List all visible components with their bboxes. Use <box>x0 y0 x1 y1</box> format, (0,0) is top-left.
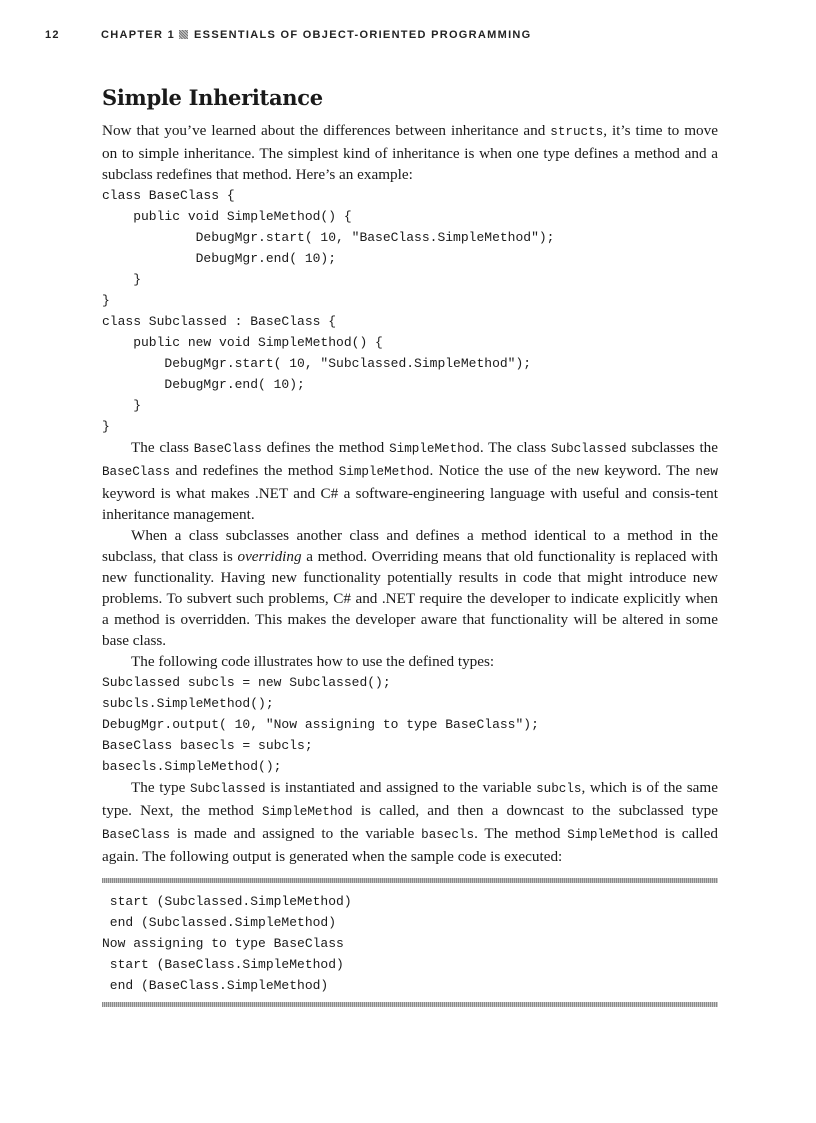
text-run: When a class subclasses another class and defines a method identical to a method in the subclass, that class is <box>102 527 718 565</box>
inline-code: SimpleMethod <box>389 442 480 456</box>
inline-code: basecls <box>421 828 475 842</box>
explanation-paragraph <box>102 437 718 525</box>
code-listing-subclassed: class Subclassed : BaseClass { public new void SimpleMethod() { DebugMgr.start( 10, "Subclassed.SimpleMethod"); DebugMgr.end( 10); } } <box>102 314 532 434</box>
inline-code: BaseClass <box>102 465 171 479</box>
code-listing-usage: Subclassed subcls = new Subclassed(); subcls.SimpleMethod(); DebugMgr.output( 10, "Now assigning to type BaseClass"); BaseClass basecls = subcls; basecls.SimpleMethod(); <box>102 675 539 774</box>
text-run: subclasses the <box>626 439 719 456</box>
chapter-number: CHAPTER 1 <box>101 29 176 41</box>
output-bottom-rule <box>102 1002 718 1007</box>
text-run: . The method <box>474 825 568 842</box>
text-run: defines the method <box>261 439 390 456</box>
inline-code: SimpleMethod <box>338 465 430 479</box>
inline-code: subcls <box>536 782 582 796</box>
running-header <box>0 29 816 45</box>
text-run: , which is of the same type. Next, the method <box>102 779 718 819</box>
text-run: is instantiated and assigned to the variable <box>265 779 537 796</box>
text-run: a method. Overriding means that old functionality is replaced with new functionality. Having new functionality potentially results in code that might introduce new problems. To subvert such problems, C# and .NET require the developer to indicate explicitly when a method is overridden. This makes the developer aware that functionality will be altered in some base class. <box>102 548 718 649</box>
text-run: The class <box>131 439 194 456</box>
inline-code: structs <box>550 125 604 139</box>
inline-code: BaseClass <box>102 828 171 842</box>
emphasis-term: overriding <box>237 548 302 565</box>
text-run: , it’s time to move on to simple inheritance. The simplest kind of inheritance is when one type defines a method and a subclass redefines that method. Here’s an example: <box>102 122 718 183</box>
inline-code: new <box>576 465 599 479</box>
code-listing-baseclass: class BaseClass { public void SimpleMethod() { DebugMgr.start( 10, "BaseClass.SimpleMethod"); DebugMgr.end( 10); } } <box>102 188 555 308</box>
text-run: is called, and then a downcast to the subclassed type <box>352 802 718 819</box>
intro-paragraph <box>102 120 718 185</box>
inline-code: Subclassed <box>189 782 266 796</box>
chapter-title: ESSENTIALS OF OBJECT-ORIENTED PROGRAMMING <box>194 29 532 41</box>
text-run: and redefines the method <box>170 462 339 479</box>
text-run: is called again. The following output is generated when the sample code is executed: <box>102 825 718 865</box>
output-top-rule <box>102 878 718 883</box>
text-run: Now that you’ve learned about the differences between inheritance and <box>102 122 551 139</box>
inline-code: Subclassed <box>550 442 627 456</box>
inline-code: SimpleMethod <box>261 805 353 819</box>
inline-code: new <box>695 465 718 479</box>
chapter-label <box>101 29 532 41</box>
text-run: . The class <box>479 439 551 456</box>
text-run: keyword. The <box>598 462 696 479</box>
usage-intro-paragraph: The following code illustrates how to use the defined types: <box>131 653 495 670</box>
text-run: is made and assigned to the variable <box>170 825 422 842</box>
inline-code: SimpleMethod <box>567 828 658 842</box>
page-number: 12 <box>45 29 60 41</box>
text-run: . Notice the use of the <box>429 462 577 479</box>
program-output-box <box>102 878 718 1007</box>
separator-square-icon <box>179 30 188 39</box>
page-content <box>102 84 718 1007</box>
section-heading: Simple Inheritance <box>102 85 323 110</box>
text-run: The type <box>131 779 190 796</box>
overriding-paragraph <box>102 525 718 651</box>
program-output: start (Subclassed.SimpleMethod) end (Subclassed.SimpleMethod) Now assigning to type BaseClass start (BaseClass.SimpleMethod) end (BaseClass.SimpleMethod) <box>102 894 352 993</box>
inline-code: BaseClass <box>193 442 262 456</box>
text-run: keyword is what makes .NET and C# a software-engineering language with useful and consis-tent inheritance management. <box>102 485 718 523</box>
result-paragraph <box>102 777 718 867</box>
